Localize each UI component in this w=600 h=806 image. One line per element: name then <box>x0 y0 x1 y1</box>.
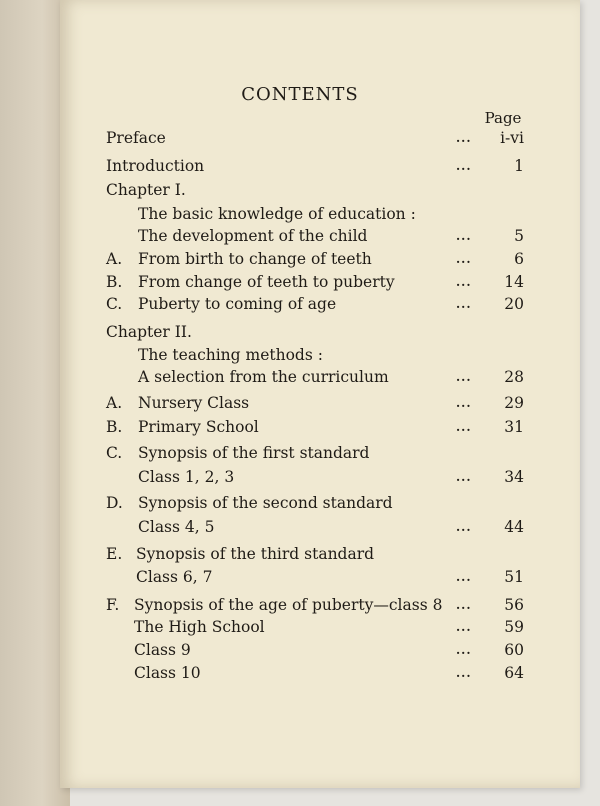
toc-title: Synopsis of the third standard <box>136 545 375 563</box>
toc-row <box>0 205 600 227</box>
toc-title: Puberty to coming of age <box>138 295 337 313</box>
toc-row <box>0 181 600 203</box>
toc-page: 1 <box>514 157 524 175</box>
toc-page: 29 <box>504 394 524 412</box>
toc-leader-dots: ... <box>456 275 472 289</box>
toc-row <box>0 545 600 567</box>
toc-title: Class 10 <box>134 664 201 682</box>
toc-title: Preface <box>106 129 166 147</box>
toc-leader-dots: ... <box>456 643 472 657</box>
toc-leader-dots: ... <box>456 570 472 584</box>
toc-row <box>0 494 600 516</box>
page-title: CONTENTS <box>241 84 359 105</box>
toc-title: A selection from the curriculum <box>138 368 389 386</box>
toc-row <box>0 346 600 368</box>
toc-title: Nursery Class <box>138 394 250 412</box>
toc-title: Introduction <box>106 157 205 175</box>
toc-row <box>0 250 600 272</box>
toc-letter: C. <box>106 295 123 313</box>
toc-letter: F. <box>106 596 120 614</box>
toc-leader-dots: ... <box>456 420 472 434</box>
toc-page: 31 <box>504 418 524 436</box>
toc-title: From change of teeth to puberty <box>138 273 395 291</box>
toc-title: Synopsis of the age of puberty—class 8 <box>134 596 443 614</box>
toc-leader-dots: ... <box>456 620 472 634</box>
toc-title: Class 1, 2, 3 <box>138 468 235 486</box>
toc-title: The teaching methods : <box>138 346 323 364</box>
toc-row <box>0 129 600 151</box>
toc-row <box>0 596 600 618</box>
toc-row <box>0 227 600 249</box>
toc-leader-dots: ... <box>456 666 472 680</box>
toc-row <box>0 568 600 590</box>
toc-page: 44 <box>504 518 524 536</box>
page-column-header: Page <box>484 109 522 127</box>
toc-page: 51 <box>504 568 524 586</box>
toc-leader-dots: ... <box>456 470 472 484</box>
toc-row <box>0 468 600 490</box>
toc-title: The basic knowledge of education : <box>138 205 416 223</box>
toc-leader-dots: ... <box>456 396 472 410</box>
toc-page: 60 <box>504 641 524 659</box>
toc-row <box>0 157 600 179</box>
toc-page: i-vi <box>500 129 524 147</box>
toc-title: Synopsis of the second standard <box>138 494 393 512</box>
toc-row <box>0 444 600 466</box>
toc-letter: E. <box>106 545 123 563</box>
toc-letter: A. <box>106 250 123 268</box>
toc-title: The High School <box>134 618 265 636</box>
toc-page: 14 <box>504 273 524 291</box>
toc-page: 5 <box>514 227 524 245</box>
toc-leader-dots: ... <box>456 370 472 384</box>
toc-leader-dots: ... <box>456 520 472 534</box>
toc-title: Synopsis of the first standard <box>138 444 370 462</box>
toc-letter: C. <box>106 444 123 462</box>
toc-letter: A. <box>106 394 123 412</box>
toc-leader-dots: ... <box>456 252 472 266</box>
toc-page: 28 <box>504 368 524 386</box>
toc-title: From birth to change of teeth <box>138 250 372 268</box>
toc-page: 34 <box>504 468 524 486</box>
toc-row <box>0 518 600 540</box>
toc-leader-dots: ... <box>456 131 472 145</box>
toc-leader-dots: ... <box>456 159 472 173</box>
toc-title: Class 4, 5 <box>138 518 215 536</box>
toc-page: 56 <box>504 596 524 614</box>
toc-leader-dots: ... <box>456 598 472 612</box>
toc-row <box>0 664 600 686</box>
toc-letter: B. <box>106 273 123 291</box>
toc-row <box>0 641 600 663</box>
toc-row <box>0 618 600 640</box>
toc-row <box>0 368 600 390</box>
toc-row <box>0 418 600 440</box>
toc-leader-dots: ... <box>456 229 472 243</box>
toc-title: Chapter II. <box>106 323 192 341</box>
toc-title: Class 9 <box>134 641 191 659</box>
toc-page: 64 <box>504 664 524 682</box>
toc-title: The development of the child <box>138 227 368 245</box>
toc-row <box>0 394 600 416</box>
toc-page: 59 <box>504 618 524 636</box>
toc-row <box>0 323 600 345</box>
toc-leader-dots: ... <box>456 297 472 311</box>
toc-row <box>0 273 600 295</box>
toc-page: 6 <box>514 250 524 268</box>
toc-letter: B. <box>106 418 123 436</box>
toc-title: Class 6, 7 <box>136 568 213 586</box>
toc-page: 20 <box>504 295 524 313</box>
toc-row <box>0 295 600 317</box>
toc-title: Chapter I. <box>106 181 186 199</box>
toc-letter: D. <box>106 494 123 512</box>
toc-title: Primary School <box>138 418 259 436</box>
